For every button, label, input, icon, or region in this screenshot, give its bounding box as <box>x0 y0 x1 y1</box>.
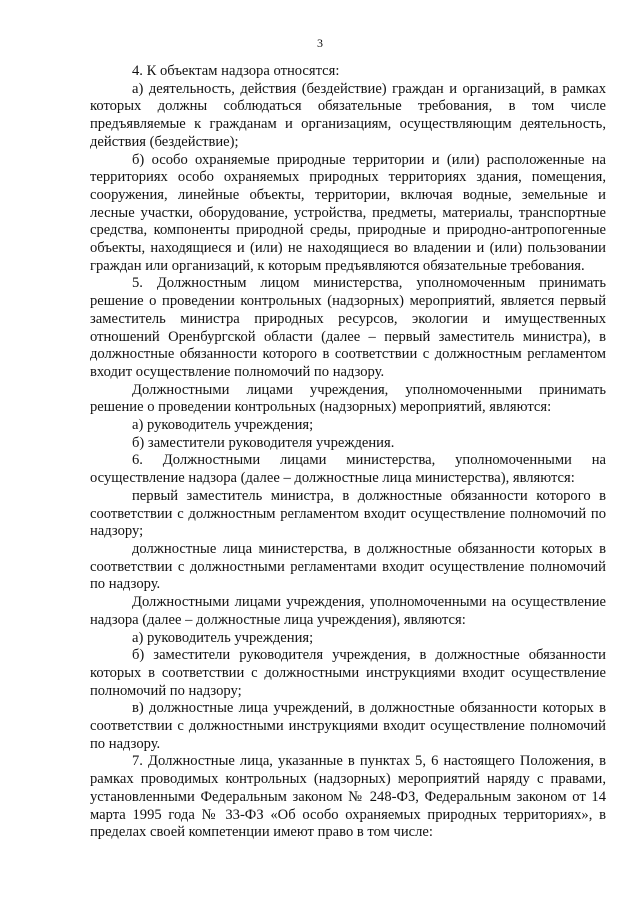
paragraph-4a: а) деятельность, действия (бездействие) граждан и организаций, в рамках которых должны соблюдаться обязательные требования, в том числе предъявляемые к гражданам и организациям, осуществляющим деятельность, действия (бездействие); <box>90 80 606 150</box>
paragraph-4b: б) особо охраняемые природные территории и (или) расположенные на территориях особо охраняемых природных территориях здания, помещения, сооружения, линейные объекты, территории, включая водные, земельные и лесные участки, оборудование, устройства, предметы, материалы, транспортные средства, компоненты природной среды, природные и природно-антропогенные объекты, находящиеся и (или) не находящиеся во владении и (или) пользовании граждан или организаций, к которым предъявляются обязательные требования. <box>90 151 606 274</box>
paragraph-6b: б) заместители руководителя учреждения, в должностные обязанности которых в соответствии с должностными инструкциями входит осуществление полномочий по надзору; <box>90 647 606 699</box>
paragraph-6: 6. Должностными лицами министерства, уполномоченными на осуществление надзора (далее – должностные лица министерства), являются: <box>90 452 606 487</box>
paragraph-6-first-deputy: первый заместитель министра, в должностные обязанности которого в соответствии с должностным регламентом входит осуществление полномочий по надзору; <box>90 487 606 540</box>
paragraph-5a: а) руководитель учреждения; <box>132 417 314 434</box>
paragraph-7: 7. Должностные лица, указанные в пунктах 5, 6 настоящего Положения, в рамках проводимых контрольных (надзорных) мероприятий наряду с правами, установленными Федеральным законом № 248-ФЗ, Федеральным законом от 14 марта 1995 года № 33-ФЗ «Об особо охраняемых природных территориях», в пределах своей компетенции имеют право в том числе: <box>90 753 606 841</box>
paragraph-5b: б) заместители руководителя учреждения. <box>132 434 395 451</box>
page-number: 3 <box>317 36 323 50</box>
paragraph-6a: а) руководитель учреждения; <box>132 629 314 646</box>
paragraph-5: 5. Должностным лицом министерства, уполномоченным принимать решение о проведении контрольных (надзорных) мероприятий, является первый заместитель министра природных ресурсов, экологии и имущественных отношений Оренбургской области (далее – первый заместитель министра), в должностные обязанности которого в соответствии с должностным регламентом входит осуществление полномочий по надзору. <box>90 275 606 380</box>
paragraph-6-ministry-officials: должностные лица министерства, в должностные обязанности которых в соответствии с должностными регламентами входит осуществление полномочий по надзору. <box>90 540 606 593</box>
document-body <box>90 63 606 842</box>
paragraph-6v: в) должностные лица учреждений, в должностные обязанности которых в соответствии с должностными инструкциями входит осуществление полномочий по надзору. <box>90 700 606 752</box>
paragraph-4: 4. К объектам надзора относятся: <box>132 63 340 79</box>
paragraph-6-institution: Должностными лицами учреждения, уполномоченными на осуществление надзора (далее – должностные лица учреждения), являются: <box>90 594 606 628</box>
paragraph-5-institution: Должностными лицами учреждения, уполномоченными принимать решение о проведении контрольных (надзорных) мероприятий, являются: <box>90 381 606 416</box>
